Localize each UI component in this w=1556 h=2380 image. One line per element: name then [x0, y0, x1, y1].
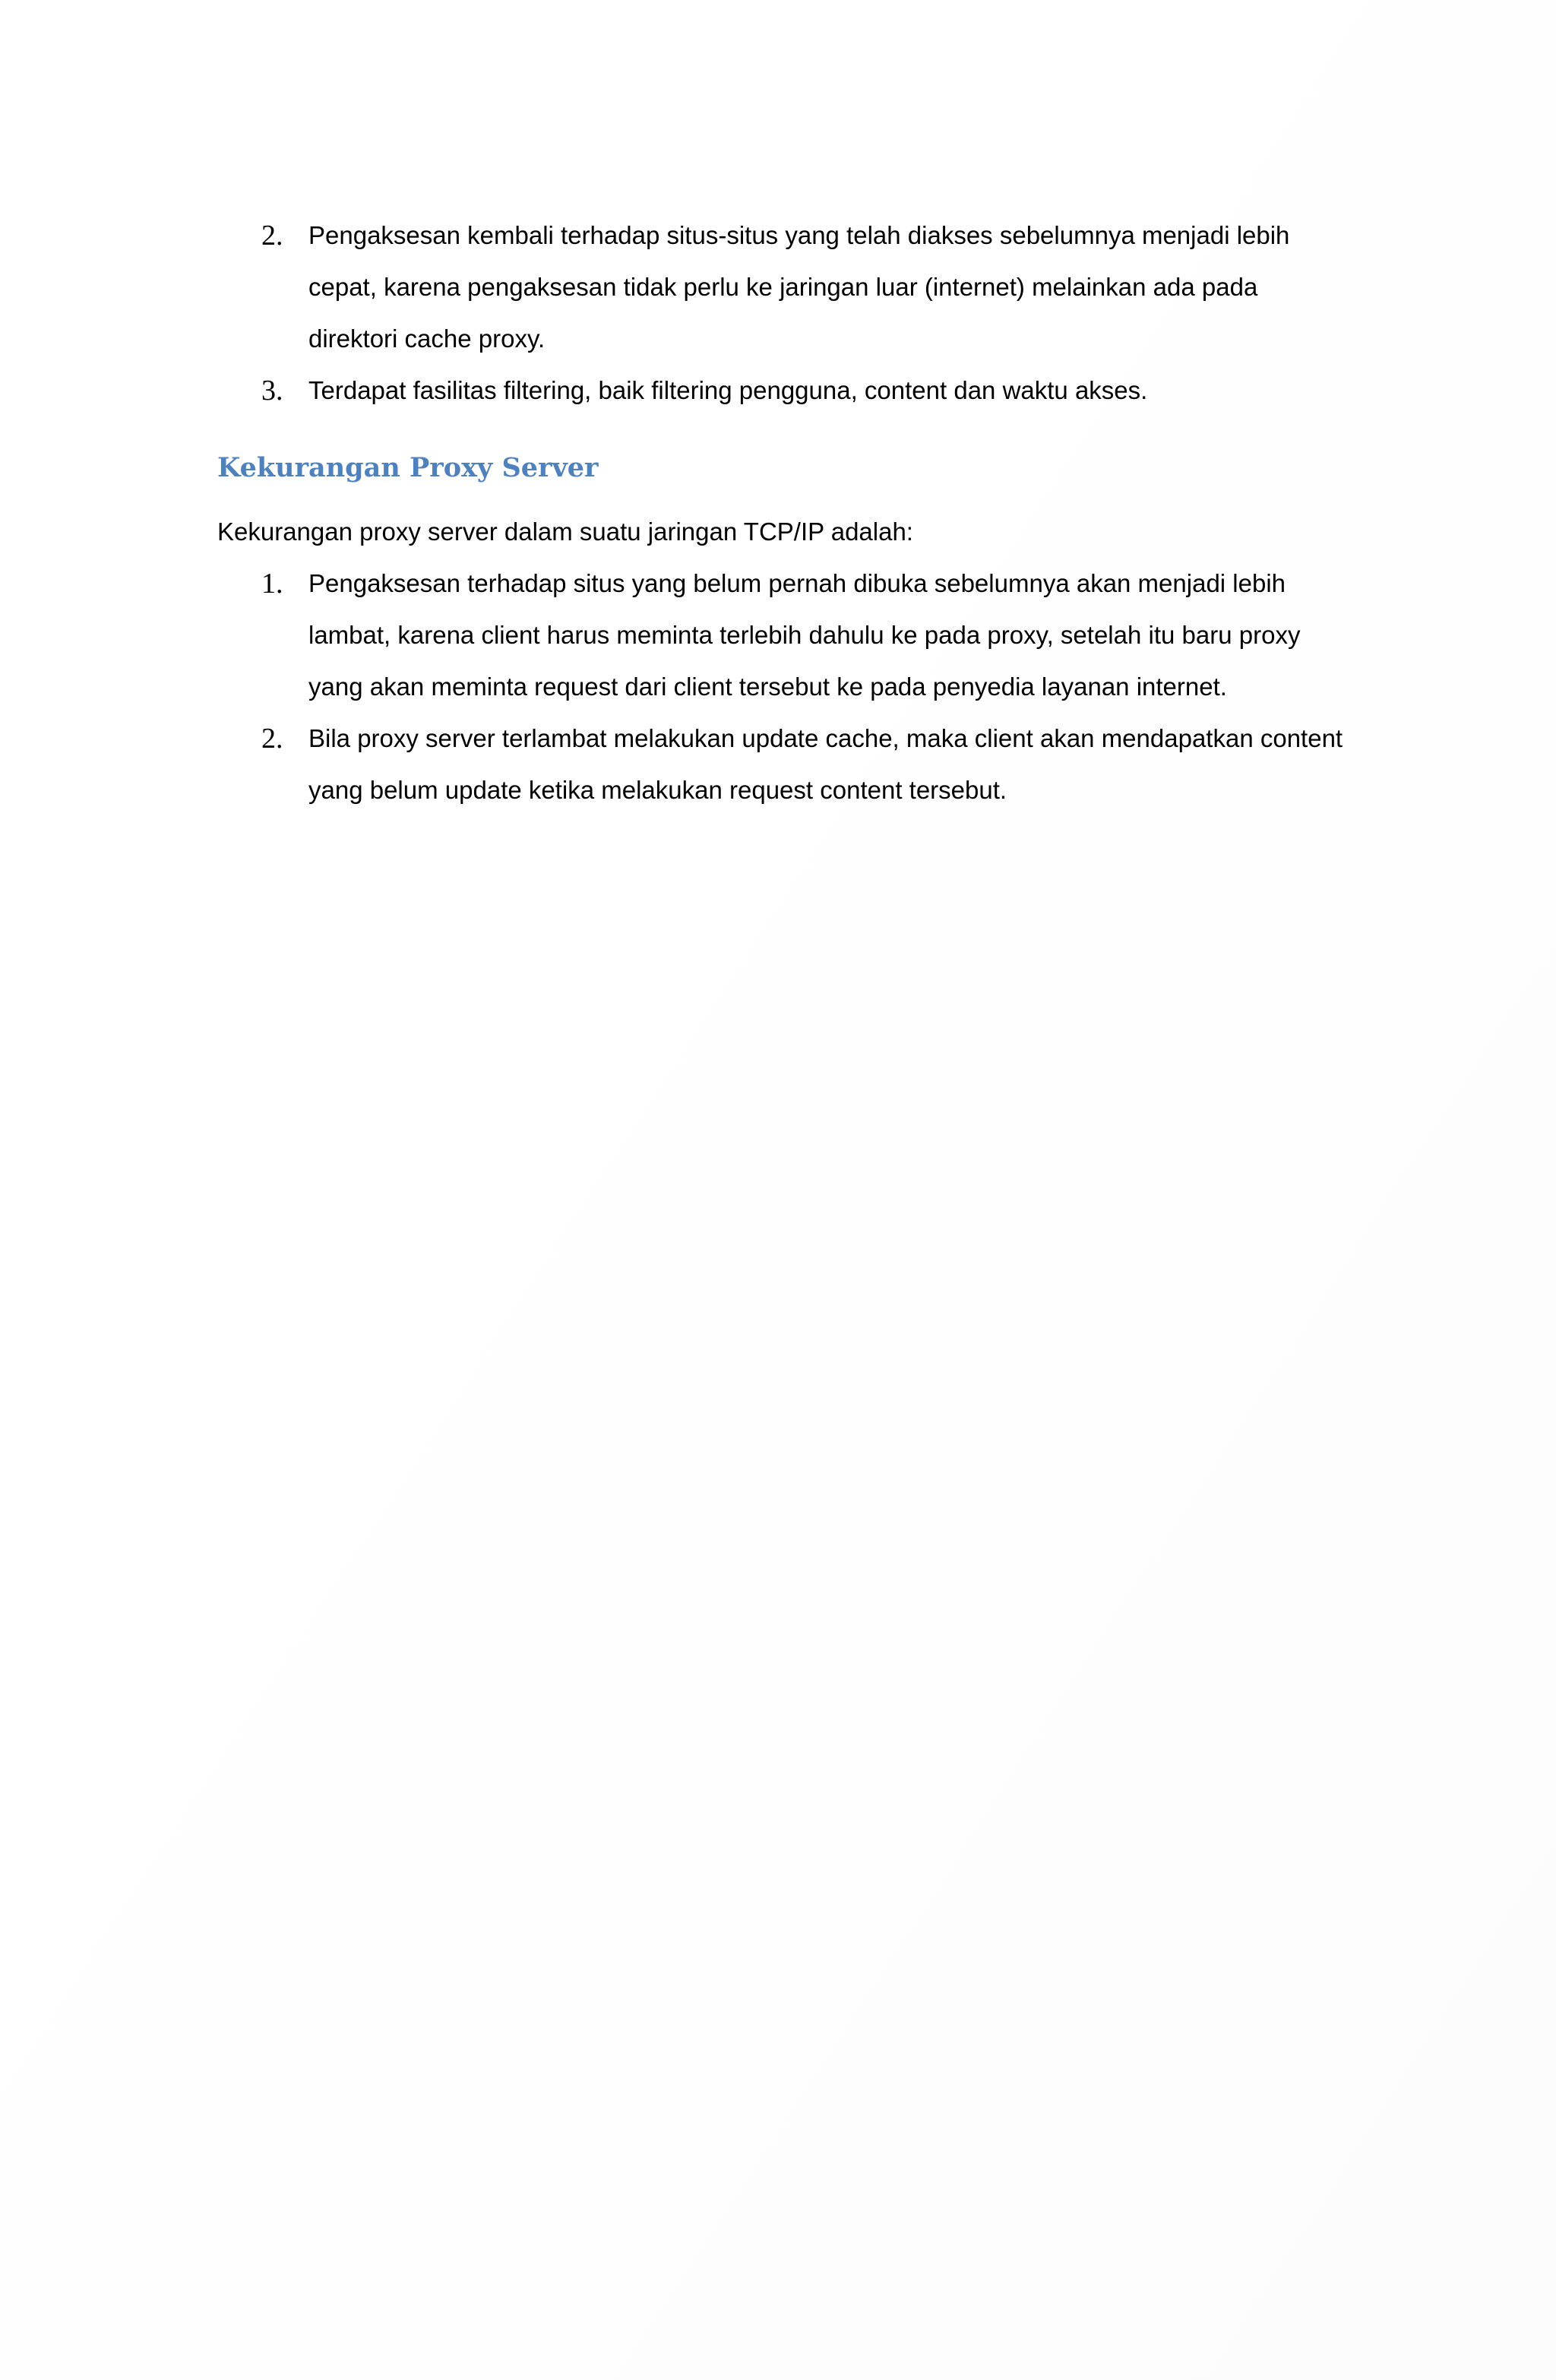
advantages-list-continued	[217, 210, 1349, 416]
list-item	[217, 558, 1349, 713]
list-item-text: Bila proxy server terlambat melakukan update cache, maka client akan mendapatkan content yang belum update ketika melakukan request content tersebut.	[308, 724, 1343, 804]
list-item	[217, 713, 1349, 816]
list-item	[217, 365, 1349, 416]
list-number: 3.	[261, 375, 283, 407]
list-item-text: Pengaksesan kembali terhadap situs-situs yang telah diakses sebelumnya menjadi lebih cepat, karena pengaksesan tidak perlu ke jaringan luar (internet) melainkan ada pada direktori cache proxy.	[308, 221, 1290, 353]
page-content	[217, 210, 1349, 816]
list-number: 1.	[261, 568, 283, 600]
list-item-text: Pengaksesan terhadap situs yang belum pernah dibuka sebelumnya akan menjadi lebih lambat, karena client harus meminta terlebih dahulu ke pada proxy, setelah itu baru proxy yang akan meminta request dari client tersebut ke pada penyedia layanan internet.	[308, 569, 1301, 701]
section-intro: Kekurangan proxy server dalam suatu jaringan TCP/IP adalah:	[217, 517, 913, 546]
disadvantages-list	[217, 558, 1349, 816]
list-item-text: Terdapat fasilitas filtering, baik filtering pengguna, content dan waktu akses.	[308, 376, 1148, 404]
list-number: 2.	[261, 220, 283, 252]
list-number: 2.	[261, 723, 283, 755]
section-heading: Kekurangan Proxy Server	[217, 452, 599, 483]
list-item	[217, 210, 1349, 365]
